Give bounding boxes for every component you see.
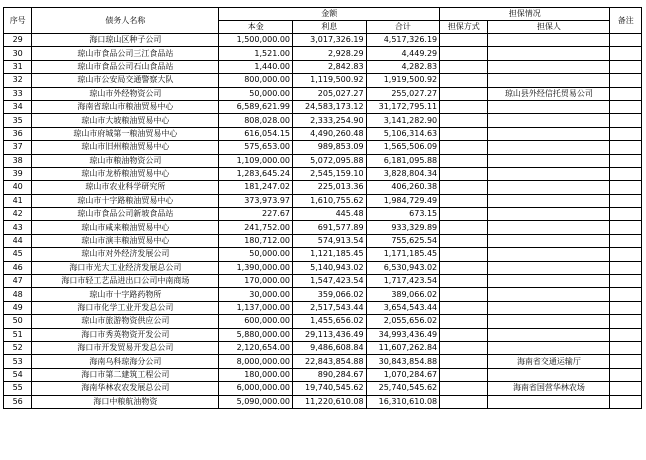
row-note — [610, 301, 642, 314]
interest-amount: 1,547,423.54 — [293, 275, 367, 288]
table-row — [4, 181, 642, 194]
guarantee-method — [440, 74, 488, 87]
row-seq: 50 — [4, 315, 32, 328]
guarantor-name — [488, 328, 610, 341]
table-row — [4, 355, 642, 368]
principal-amount: 800,000.00 — [219, 74, 293, 87]
interest-amount: 2,517,543.44 — [293, 301, 367, 314]
debtor-name: 琼山市旧州粮油贸易中心 — [32, 141, 219, 154]
principal-amount: 616,054.15 — [219, 127, 293, 140]
header-guarantor: 担保人 — [488, 21, 610, 34]
guarantor-name — [488, 154, 610, 167]
header-guarantee: 担保情况 — [440, 8, 610, 21]
row-note — [610, 74, 642, 87]
table-header — [4, 8, 642, 34]
interest-amount: 24,583,173.12 — [293, 100, 367, 113]
guarantee-method — [440, 341, 488, 354]
interest-amount: 359,066.02 — [293, 288, 367, 301]
header-seq: 序号 — [4, 8, 32, 34]
guarantor-name — [488, 221, 610, 234]
row-note — [610, 114, 642, 127]
debtor-name: 琼山市农业科学研究所 — [32, 181, 219, 194]
table-row — [4, 248, 642, 261]
row-note — [610, 60, 642, 73]
row-note — [610, 47, 642, 60]
guarantor-name — [488, 167, 610, 180]
row-note — [610, 315, 642, 328]
table-row — [4, 34, 642, 47]
row-note — [610, 368, 642, 381]
principal-amount: 8,000,000.00 — [219, 355, 293, 368]
debtor-name: 琼山市十字路药物所 — [32, 288, 219, 301]
interest-amount: 2,545,159.10 — [293, 167, 367, 180]
row-note — [610, 382, 642, 395]
guarantor-name — [488, 34, 610, 47]
total-amount: 34,993,436.49 — [366, 328, 440, 341]
row-seq: 40 — [4, 181, 32, 194]
table-row — [4, 288, 642, 301]
guarantee-method — [440, 47, 488, 60]
table-row — [4, 141, 642, 154]
principal-amount: 1,390,000.00 — [219, 261, 293, 274]
row-seq: 43 — [4, 221, 32, 234]
interest-amount: 3,017,326.19 — [293, 34, 367, 47]
debtor-name: 琼山市食品公司石山食品站 — [32, 60, 219, 73]
row-seq: 47 — [4, 275, 32, 288]
row-note — [610, 194, 642, 207]
interest-amount: 11,220,610.08 — [293, 395, 367, 408]
guarantor-name — [488, 341, 610, 354]
guarantee-method — [440, 234, 488, 247]
row-seq: 44 — [4, 234, 32, 247]
guarantor-name — [488, 141, 610, 154]
interest-amount: 1,119,500.92 — [293, 74, 367, 87]
header-amount: 金额 — [219, 8, 440, 21]
guarantee-method — [440, 395, 488, 408]
table-row — [4, 87, 642, 100]
principal-amount: 575,653.00 — [219, 141, 293, 154]
principal-amount: 6,589,621.99 — [219, 100, 293, 113]
principal-amount: 1,500,000.00 — [219, 34, 293, 47]
guarantee-method — [440, 288, 488, 301]
table-row — [4, 368, 642, 381]
guarantee-method — [440, 355, 488, 368]
guarantee-method — [440, 221, 488, 234]
debt-table — [3, 7, 642, 409]
guarantee-method — [440, 261, 488, 274]
row-note — [610, 208, 642, 221]
header-total: 合计 — [366, 21, 440, 34]
row-seq: 33 — [4, 87, 32, 100]
interest-amount: 5,072,095.88 — [293, 154, 367, 167]
guarantor-name: 海南省国营华林农场 — [488, 382, 610, 395]
guarantor-name: 琼山县外经信托贸易公司 — [488, 87, 610, 100]
principal-amount: 181,247.02 — [219, 181, 293, 194]
interest-amount: 2,928.29 — [293, 47, 367, 60]
table-body — [4, 34, 642, 409]
row-seq: 32 — [4, 74, 32, 87]
guarantee-method — [440, 141, 488, 154]
debtor-name: 海口市第二建筑工程公司 — [32, 368, 219, 381]
total-amount: 933,329.89 — [366, 221, 440, 234]
total-amount: 2,055,656.02 — [366, 315, 440, 328]
row-seq: 29 — [4, 34, 32, 47]
principal-amount: 5,880,000.00 — [219, 328, 293, 341]
table-row — [4, 234, 642, 247]
row-seq: 30 — [4, 47, 32, 60]
principal-amount: 1,109,000.00 — [219, 154, 293, 167]
guarantee-method — [440, 301, 488, 314]
row-note — [610, 127, 642, 140]
row-note — [610, 141, 642, 154]
table-row — [4, 167, 642, 180]
guarantor-name — [488, 194, 610, 207]
guarantor-name — [488, 301, 610, 314]
header-notes: 备注 — [610, 8, 642, 34]
total-amount: 11,607,262.84 — [366, 341, 440, 354]
guarantor-name — [488, 100, 610, 113]
guarantee-method — [440, 368, 488, 381]
debtor-name: 琼山市咸来粮油贸易中心 — [32, 221, 219, 234]
debtor-name: 海南省琼山市粮油贸易中心 — [32, 100, 219, 113]
total-amount: 25,740,545.62 — [366, 382, 440, 395]
principal-amount: 1,283,645.24 — [219, 167, 293, 180]
guarantor-name — [488, 395, 610, 408]
table-row — [4, 315, 642, 328]
total-amount: 6,530,943.02 — [366, 261, 440, 274]
row-note — [610, 261, 642, 274]
guarantee-method — [440, 208, 488, 221]
total-amount: 1,919,500.92 — [366, 74, 440, 87]
principal-amount: 2,120,654.00 — [219, 341, 293, 354]
row-note — [610, 248, 642, 261]
interest-amount: 989,853.09 — [293, 141, 367, 154]
interest-amount: 574,913.54 — [293, 234, 367, 247]
row-note — [610, 288, 642, 301]
total-amount: 3,654,543.44 — [366, 301, 440, 314]
row-seq: 41 — [4, 194, 32, 207]
table-row — [4, 127, 642, 140]
row-seq: 55 — [4, 382, 32, 395]
table-row — [4, 221, 642, 234]
guarantee-method — [440, 154, 488, 167]
total-amount: 31,172,795.11 — [366, 100, 440, 113]
row-note — [610, 154, 642, 167]
row-seq: 34 — [4, 100, 32, 113]
interest-amount: 1,455,656.02 — [293, 315, 367, 328]
debtor-name: 琼山市演丰粮油贸易中心 — [32, 234, 219, 247]
header-interest: 利息 — [293, 21, 367, 34]
total-amount: 1,984,729.49 — [366, 194, 440, 207]
principal-amount: 180,712.00 — [219, 234, 293, 247]
principal-amount: 1,137,000.00 — [219, 301, 293, 314]
row-seq: 45 — [4, 248, 32, 261]
guarantor-name — [488, 368, 610, 381]
row-note — [610, 167, 642, 180]
total-amount: 5,106,314.63 — [366, 127, 440, 140]
table-row — [4, 154, 642, 167]
guarantor-name: 海南省交通运输厅 — [488, 355, 610, 368]
guarantor-name — [488, 60, 610, 73]
table-row — [4, 341, 642, 354]
row-note — [610, 87, 642, 100]
debtor-name: 海口市轻工艺品进出口公司中南商场 — [32, 275, 219, 288]
total-amount: 1,565,506.09 — [366, 141, 440, 154]
debtor-name: 琼山市十字路粮油贸易中心 — [32, 194, 219, 207]
table-row — [4, 47, 642, 60]
debt-table-sheet — [3, 7, 642, 458]
guarantee-method — [440, 34, 488, 47]
row-note — [610, 275, 642, 288]
row-seq: 52 — [4, 341, 32, 354]
row-seq: 31 — [4, 60, 32, 73]
total-amount: 30,843,854.88 — [366, 355, 440, 368]
total-amount: 1,717,423.54 — [366, 275, 440, 288]
row-seq: 49 — [4, 301, 32, 314]
table-row — [4, 275, 642, 288]
row-note — [610, 221, 642, 234]
guarantee-method — [440, 114, 488, 127]
guarantor-name — [488, 275, 610, 288]
guarantee-method — [440, 248, 488, 261]
guarantee-method — [440, 315, 488, 328]
row-seq: 38 — [4, 154, 32, 167]
row-seq: 35 — [4, 114, 32, 127]
row-note — [610, 181, 642, 194]
interest-amount: 29,113,436.49 — [293, 328, 367, 341]
guarantee-method — [440, 167, 488, 180]
guarantee-method — [440, 181, 488, 194]
row-note — [610, 395, 642, 408]
interest-amount: 890,284.67 — [293, 368, 367, 381]
table-row — [4, 395, 642, 408]
interest-amount: 205,027.27 — [293, 87, 367, 100]
total-amount: 4,282.83 — [366, 60, 440, 73]
table-row — [4, 60, 642, 73]
guarantor-name — [488, 47, 610, 60]
debtor-name: 海口市开发贸易开发总公司 — [32, 341, 219, 354]
debtor-name: 琼山市旅游物资供应公司 — [32, 315, 219, 328]
row-note — [610, 34, 642, 47]
total-amount: 1,070,284.67 — [366, 368, 440, 381]
guarantor-name — [488, 74, 610, 87]
total-amount: 3,828,804.34 — [366, 167, 440, 180]
guarantee-method — [440, 275, 488, 288]
debtor-name: 海南华林农农发展总公司 — [32, 382, 219, 395]
total-amount: 4,517,326.19 — [366, 34, 440, 47]
debtor-name: 琼山市大坡粮油贸易中心 — [32, 114, 219, 127]
interest-amount: 4,490,260.48 — [293, 127, 367, 140]
guarantor-name — [488, 181, 610, 194]
debtor-name: 琼山市食品公司新坡食品站 — [32, 208, 219, 221]
interest-amount: 225,013.36 — [293, 181, 367, 194]
row-note — [610, 100, 642, 113]
row-note — [610, 234, 642, 247]
table-row — [4, 208, 642, 221]
row-seq: 56 — [4, 395, 32, 408]
table-row — [4, 382, 642, 395]
debtor-name: 琼山市府城第一粮油贸易中心 — [32, 127, 219, 140]
row-note — [610, 355, 642, 368]
total-amount: 673.15 — [366, 208, 440, 221]
guarantee-method — [440, 127, 488, 140]
guarantor-name — [488, 261, 610, 274]
row-seq: 51 — [4, 328, 32, 341]
total-amount: 3,141,282.90 — [366, 114, 440, 127]
interest-amount: 5,140,943.02 — [293, 261, 367, 274]
principal-amount: 808,028.00 — [219, 114, 293, 127]
interest-amount: 1,121,185.45 — [293, 248, 367, 261]
interest-amount: 22,843,854.88 — [293, 355, 367, 368]
principal-amount: 1,521.00 — [219, 47, 293, 60]
interest-amount: 2,842.83 — [293, 60, 367, 73]
guarantor-name — [488, 234, 610, 247]
guarantee-method — [440, 87, 488, 100]
principal-amount: 30,000.00 — [219, 288, 293, 301]
guarantor-name — [488, 248, 610, 261]
interest-amount: 445.48 — [293, 208, 367, 221]
total-amount: 389,066.02 — [366, 288, 440, 301]
principal-amount: 241,752.00 — [219, 221, 293, 234]
total-amount: 4,449.29 — [366, 47, 440, 60]
principal-amount: 5,090,000.00 — [219, 395, 293, 408]
table-row — [4, 100, 642, 113]
debtor-name: 海口市秀英物资开发公司 — [32, 328, 219, 341]
row-seq: 48 — [4, 288, 32, 301]
guarantee-method — [440, 60, 488, 73]
debtor-name: 琼山市外经物资公司 — [32, 87, 219, 100]
debtor-name: 海口琼山区种子公司 — [32, 34, 219, 47]
total-amount: 1,171,185.45 — [366, 248, 440, 261]
guarantee-method — [440, 194, 488, 207]
principal-amount: 50,000.00 — [219, 248, 293, 261]
debtor-name: 琼山市食品公司三江食品站 — [32, 47, 219, 60]
debtor-name: 海口市光大工业经济发展总公司 — [32, 261, 219, 274]
debtor-name: 琼山市龙桥粮油贸易中心 — [32, 167, 219, 180]
debtor-name: 海口中粮航油物资 — [32, 395, 219, 408]
row-seq: 39 — [4, 167, 32, 180]
table-row — [4, 74, 642, 87]
guarantor-name — [488, 114, 610, 127]
row-seq: 42 — [4, 208, 32, 221]
header-debtor: 债务人名称 — [32, 8, 219, 34]
guarantor-name — [488, 315, 610, 328]
table-row — [4, 261, 642, 274]
debtor-name: 琼山市粮油物资公司 — [32, 154, 219, 167]
row-seq: 37 — [4, 141, 32, 154]
principal-amount: 6,000,000.00 — [219, 382, 293, 395]
interest-amount: 2,333,254.90 — [293, 114, 367, 127]
guarantee-method — [440, 100, 488, 113]
principal-amount: 50,000.00 — [219, 87, 293, 100]
header-principal: 本金 — [219, 21, 293, 34]
interest-amount: 19,740,545.62 — [293, 382, 367, 395]
row-note — [610, 341, 642, 354]
interest-amount: 9,486,608.84 — [293, 341, 367, 354]
guarantee-method — [440, 328, 488, 341]
debtor-name: 海口市化学工业开发总公司 — [32, 301, 219, 314]
debtor-name: 海南乌科琼海分公司 — [32, 355, 219, 368]
total-amount: 255,027.27 — [366, 87, 440, 100]
table-row — [4, 194, 642, 207]
table-row — [4, 301, 642, 314]
principal-amount: 227.67 — [219, 208, 293, 221]
guarantee-method — [440, 382, 488, 395]
total-amount: 755,625.54 — [366, 234, 440, 247]
total-amount: 406,260.38 — [366, 181, 440, 194]
header-guarantee-method: 担保方式 — [440, 21, 488, 34]
debtor-name: 琼山市公安局交通警察大队 — [32, 74, 219, 87]
total-amount: 16,310,610.08 — [366, 395, 440, 408]
total-amount: 6,181,095.88 — [366, 154, 440, 167]
guarantor-name — [488, 208, 610, 221]
row-note — [610, 328, 642, 341]
principal-amount: 180,000.00 — [219, 368, 293, 381]
debtor-name: 琼山市对外经济发展公司 — [32, 248, 219, 261]
principal-amount: 600,000.00 — [219, 315, 293, 328]
interest-amount: 691,577.89 — [293, 221, 367, 234]
table-row — [4, 114, 642, 127]
guarantor-name — [488, 127, 610, 140]
row-seq: 54 — [4, 368, 32, 381]
principal-amount: 1,440.00 — [219, 60, 293, 73]
row-seq: 46 — [4, 261, 32, 274]
table-row — [4, 328, 642, 341]
guarantor-name — [488, 288, 610, 301]
row-seq: 53 — [4, 355, 32, 368]
principal-amount: 373,973.97 — [219, 194, 293, 207]
principal-amount: 170,000.00 — [219, 275, 293, 288]
interest-amount: 1,610,755.62 — [293, 194, 367, 207]
row-seq: 36 — [4, 127, 32, 140]
